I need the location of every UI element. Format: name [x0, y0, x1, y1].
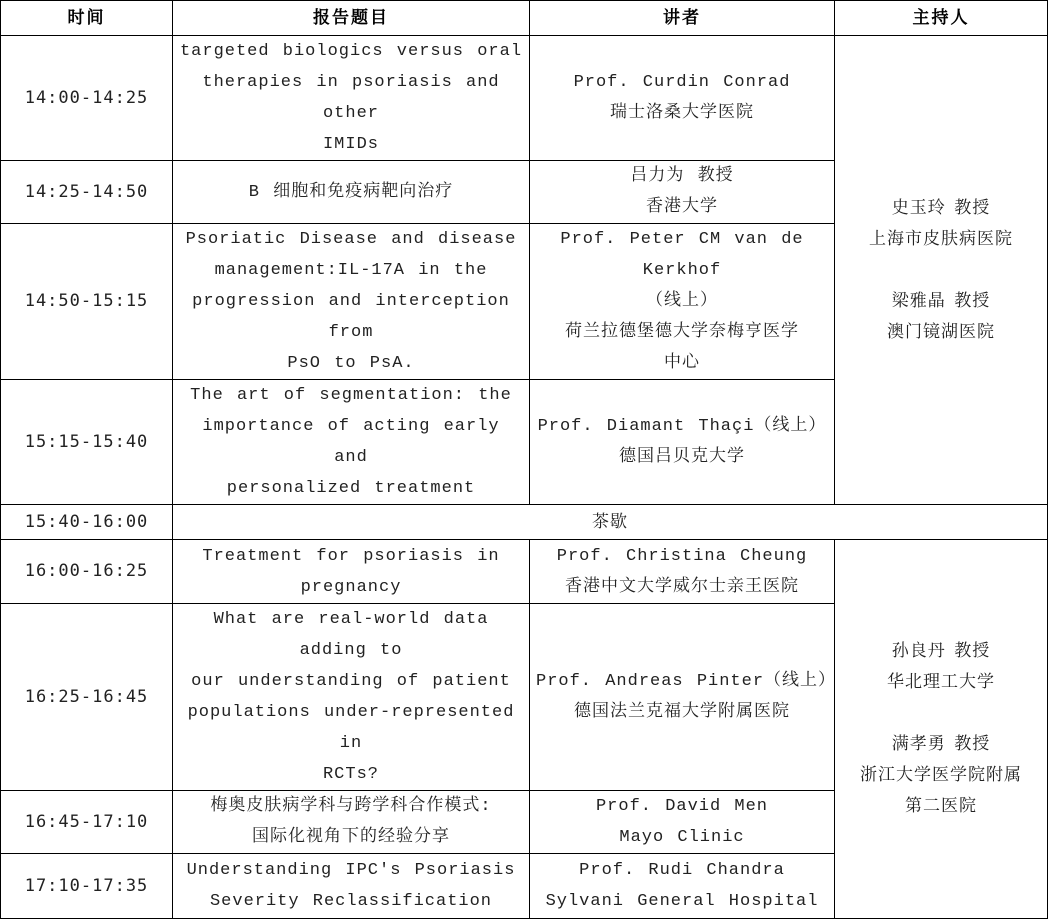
- speaker-name: Prof. Andreas Pinter（线上）: [536, 672, 837, 691]
- time-cell: 14:50-15:15: [1, 224, 173, 380]
- host-cell-session-1: [835, 36, 1048, 505]
- topic-line: 梅奥皮肤病学科与跨学科合作模式:: [210, 797, 492, 816]
- topic-cell: [173, 854, 530, 919]
- topic-line: progression and interception from: [192, 292, 510, 342]
- speaker-affiliation: 德国吕贝克大学: [619, 448, 745, 467]
- speaker-affiliation: 德国法兰克福大学附属医院: [574, 703, 790, 722]
- topic-line: therapies in psoriasis and other: [202, 73, 500, 123]
- topic-cell: [173, 36, 530, 161]
- speaker-affiliation: 香港大学: [646, 198, 718, 217]
- spacer: [841, 255, 1041, 286]
- header-topic: 报告题目: [173, 1, 530, 36]
- topic-line: Treatment for psoriasis in: [202, 546, 500, 566]
- time-cell: 17:10-17:35: [1, 854, 173, 919]
- topic-line: pregnancy: [300, 577, 402, 597]
- topic-line: Psoriatic Disease and disease: [185, 230, 517, 249]
- speaker-cell: [530, 604, 835, 791]
- host-affiliation: 第二医院: [905, 796, 977, 816]
- topic-line: 国际化视角下的经验分享: [252, 828, 450, 847]
- topic-line: Understanding IPC's Psoriasis: [186, 861, 516, 880]
- topic-cell: [173, 540, 530, 604]
- topic-cell: [173, 604, 530, 791]
- time-cell: 15:40-16:00: [1, 505, 173, 540]
- break-cell: 茶歇: [173, 505, 1048, 540]
- topic-cell: [173, 224, 530, 380]
- header-host: 主持人: [835, 1, 1048, 36]
- time-cell: 14:00-14:25: [1, 36, 173, 161]
- table-row: [1, 540, 1048, 604]
- topic-line: management:IL-17A in the: [214, 261, 488, 280]
- speaker-affiliation: Sylvani General Hospital: [545, 892, 819, 911]
- topic-line: B 细胞和免疫病靶向治疗: [248, 182, 454, 202]
- topic-line: What are real-world data adding to: [213, 610, 489, 660]
- speaker-name: Prof. Curdin Conrad: [573, 73, 791, 92]
- time-cell: 15:15-15:40: [1, 380, 173, 505]
- topic-line: personalized treatment: [226, 479, 476, 498]
- speaker-cell: [530, 791, 835, 854]
- host-name: 孙良丹 教授: [891, 641, 991, 661]
- speaker-affiliation: 荷兰拉德堡德大学奈梅亨医学: [565, 323, 799, 342]
- time-cell: 16:00-16:25: [1, 540, 173, 604]
- host-affiliation: 华北理工大学: [887, 672, 995, 692]
- speaker-cell: [530, 224, 835, 380]
- break-row: [1, 505, 1048, 540]
- topic-line: RCTs?: [322, 765, 379, 784]
- speaker-cell: [530, 380, 835, 505]
- topic-line: PsO to PsA.: [287, 354, 415, 373]
- host-affiliation: 上海市皮肤病医院: [869, 228, 1013, 249]
- speaker-affiliation: 瑞士洛桑大学医院: [610, 104, 754, 123]
- topic-line: our understanding of patient: [191, 672, 511, 691]
- speaker-name: Prof. Christina Cheung: [556, 546, 808, 566]
- host-affiliation: 浙江大学医学院附属: [860, 765, 1022, 785]
- speaker-online-tag: （线上）: [646, 292, 718, 311]
- topic-cell: [173, 791, 530, 854]
- topic-line: Severity Reclassification: [209, 892, 493, 911]
- topic-line: The art of segmentation: the: [190, 386, 512, 405]
- speaker-cell: [530, 36, 835, 161]
- topic-line: targeted biologics versus oral: [179, 42, 523, 61]
- time-cell: 16:45-17:10: [1, 791, 173, 854]
- table-row: [1, 36, 1048, 161]
- speaker-cell: [530, 540, 835, 604]
- header-speaker: 讲者: [530, 1, 835, 36]
- speaker-name: Prof. Diamant Thaçi（线上）: [537, 417, 827, 436]
- header-time: 时间: [1, 1, 173, 36]
- host-name: 梁雅晶 教授: [891, 290, 991, 311]
- speaker-name: 吕力为 教授: [630, 167, 734, 186]
- topic-line: populations under-represented in: [187, 703, 515, 753]
- speaker-affiliation: 中心: [664, 354, 700, 373]
- speaker-affiliation: 香港中文大学威尔士亲王医院: [565, 577, 799, 597]
- speaker-name: Prof. Rudi Chandra: [579, 861, 785, 880]
- speaker-name: Prof. Peter CM van de Kerkhof: [560, 230, 804, 280]
- spacer: [841, 698, 1041, 729]
- host-name: 满孝勇 教授: [891, 734, 991, 754]
- topic-cell: [173, 380, 530, 505]
- topic-cell: [173, 161, 530, 224]
- host-cell-session-2: [835, 540, 1048, 919]
- topic-line: importance of acting early and: [202, 417, 500, 467]
- speaker-name: Prof. David Men: [595, 797, 769, 816]
- time-cell: 16:25-16:45: [1, 604, 173, 791]
- header-row: [1, 1, 1048, 36]
- host-affiliation: 澳门镜湖医院: [887, 321, 995, 342]
- speaker-affiliation: Mayo Clinic: [619, 828, 745, 847]
- host-name: 史玉玲 教授: [891, 197, 991, 218]
- time-cell: 14:25-14:50: [1, 161, 173, 224]
- speaker-cell: [530, 854, 835, 919]
- topic-line: IMIDs: [322, 135, 379, 154]
- speaker-cell: [530, 161, 835, 224]
